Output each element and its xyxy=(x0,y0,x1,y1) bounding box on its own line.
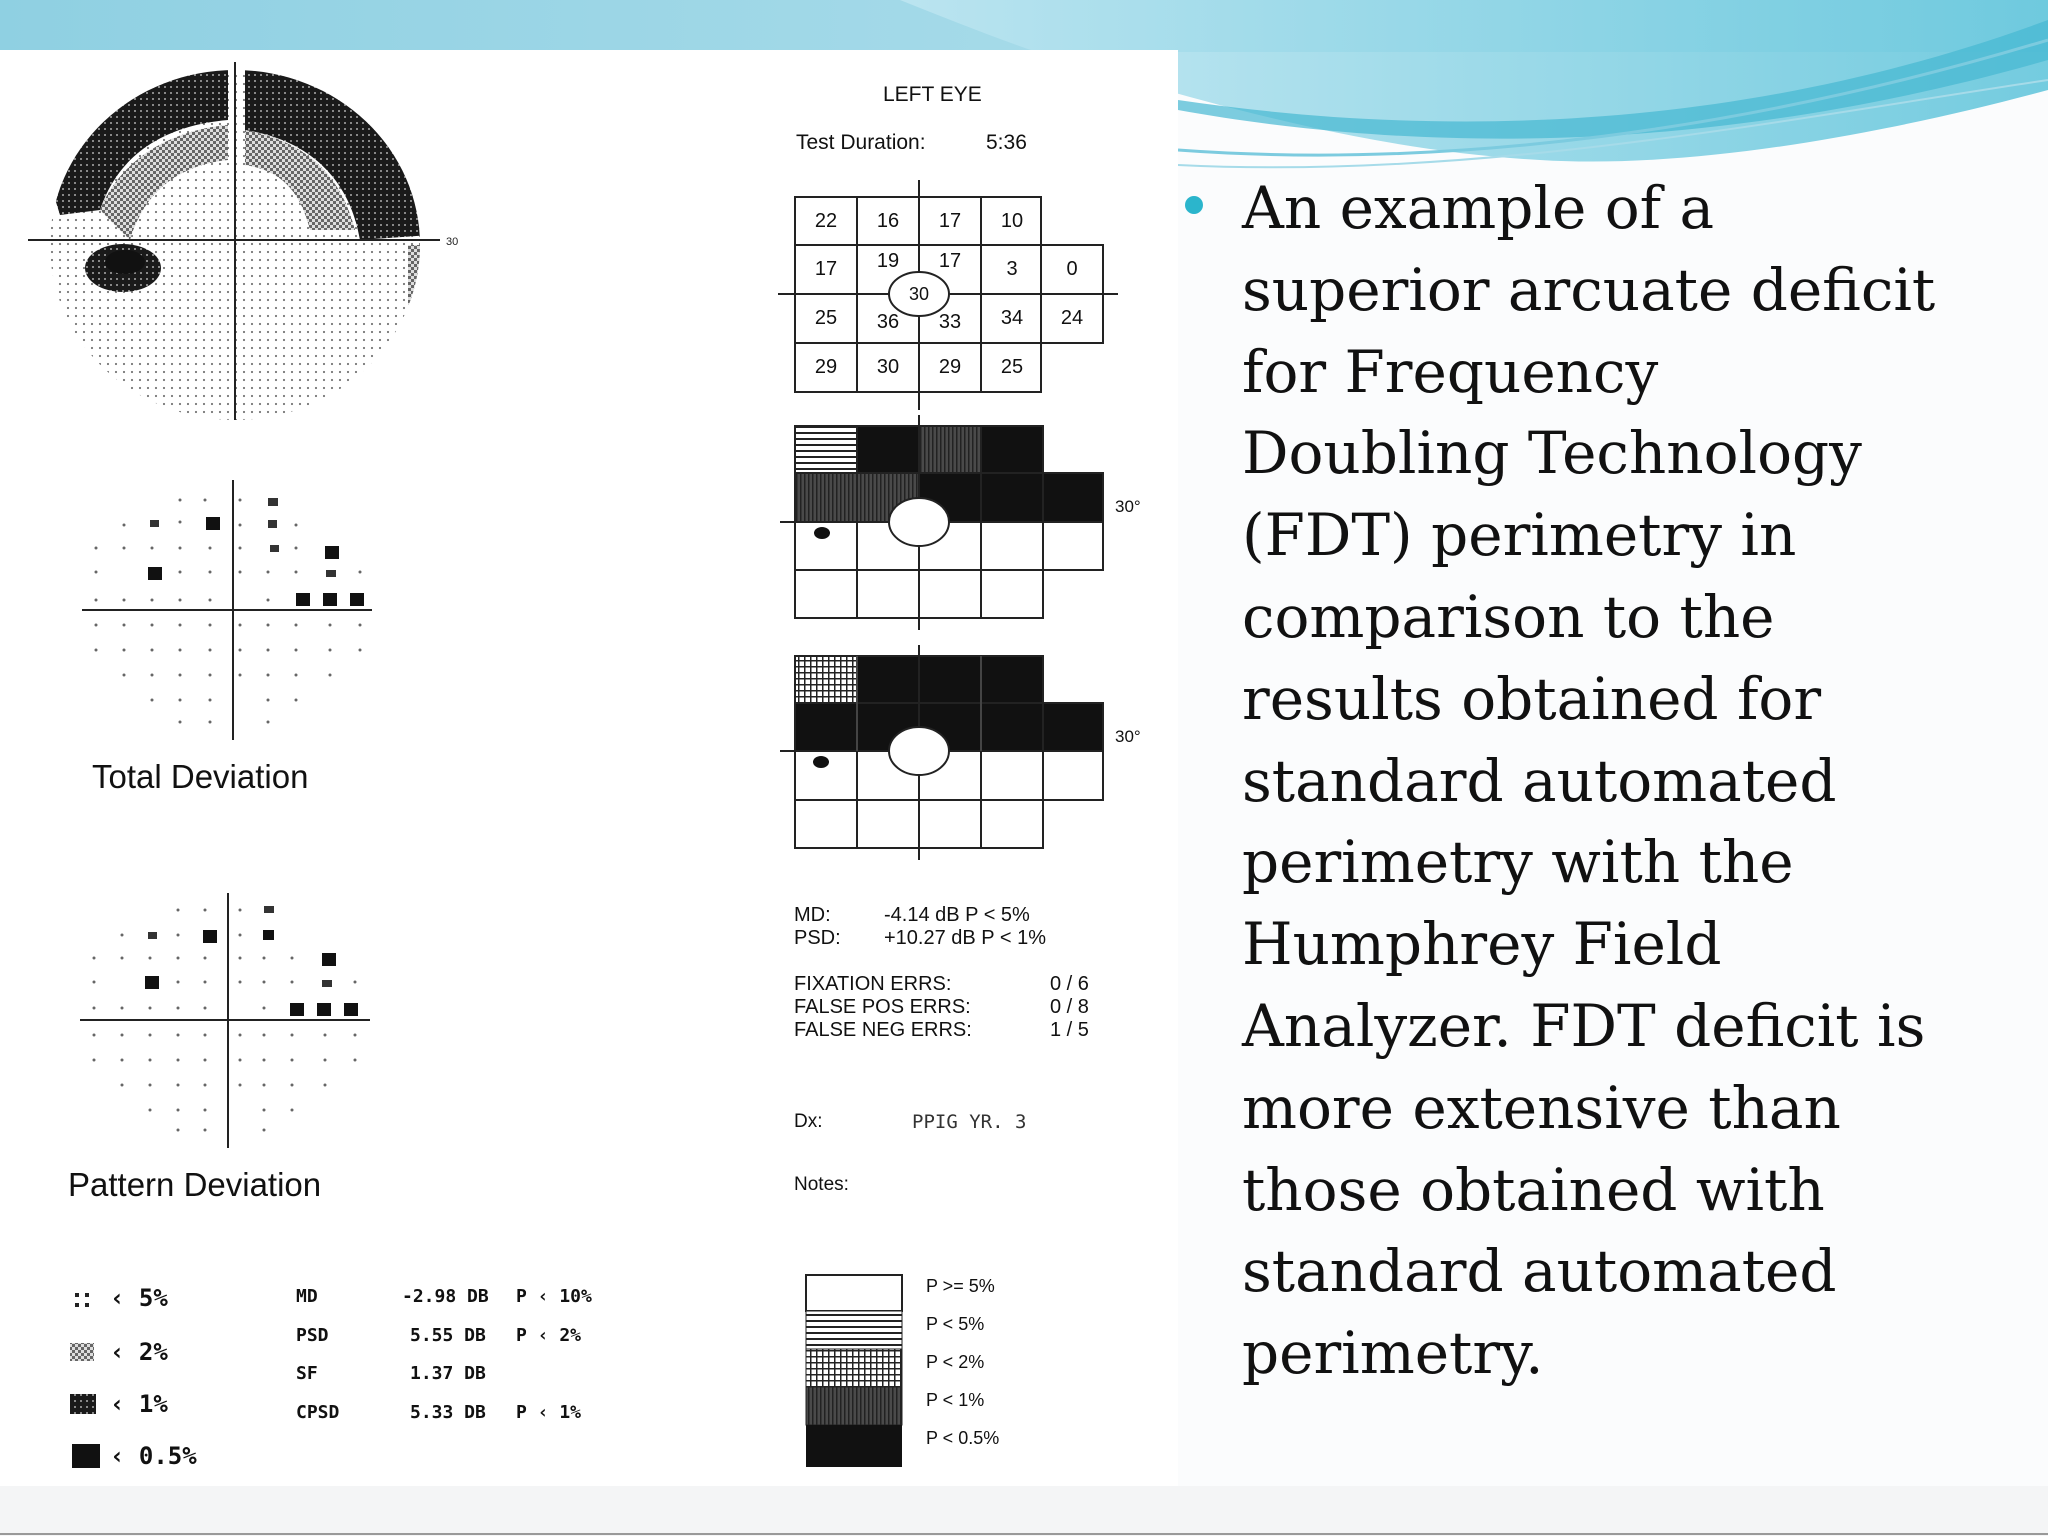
bullet-icon xyxy=(1185,196,1203,214)
fdt-threshold-value: 24 xyxy=(1060,306,1084,329)
total-deviation-label: Total Deviation xyxy=(92,758,309,795)
fdt-false-pos-value: 0 / 8 xyxy=(1050,996,1089,1018)
fdt-threshold-value: 17 xyxy=(938,249,962,272)
fdt-fixation-value: 0 / 6 xyxy=(1050,973,1089,995)
hfa-index-value: 5.33 DB xyxy=(410,1402,486,1423)
fdt-threshold-value: 22 xyxy=(814,209,838,232)
fdt-legend-label: P < 1% xyxy=(926,1390,985,1410)
fdt-threshold-value: 19 xyxy=(876,249,900,272)
fdt-test-duration-value: 5:36 xyxy=(986,131,1027,154)
fdt-legend-label: P < 5% xyxy=(926,1314,985,1334)
hfa-legend-label: ‹ 0.5% xyxy=(110,1442,197,1470)
fdt-center-value: 30 xyxy=(908,283,930,304)
fdt-probability-map-2 xyxy=(780,645,1103,860)
fdt-eye-label: LEFT EYE xyxy=(883,83,982,106)
hfa-index-name: SF xyxy=(296,1363,318,1384)
hfa-index-value: 5.55 DB xyxy=(410,1325,486,1346)
hfa-index-p: P ‹ 10% xyxy=(516,1286,592,1307)
hfa-index-p: P ‹ 1% xyxy=(516,1402,582,1423)
hfa-index-p: P ‹ 2% xyxy=(516,1325,582,1346)
hfa-index-name: MD xyxy=(296,1286,318,1307)
hfa-legend-label: ‹ 2% xyxy=(110,1338,168,1366)
fdt-dx-label: Dx: xyxy=(794,1111,823,1132)
fdt-threshold-value: 29 xyxy=(814,355,838,378)
fdt-legend-swatches xyxy=(806,1275,902,1467)
fdt-fixation-label: FIXATION ERRS: xyxy=(794,973,952,995)
fdt-degree-label: 30° xyxy=(1115,497,1141,516)
fdt-false-neg-label: FALSE NEG ERRS: xyxy=(794,1019,972,1041)
fdt-threshold-value: 10 xyxy=(1000,209,1024,232)
fdt-threshold-value: 17 xyxy=(938,209,962,232)
fdt-test-duration-label: Test Duration: xyxy=(796,131,926,154)
fdt-false-pos-label: FALSE POS ERRS: xyxy=(794,996,971,1018)
hfa-index-name: CPSD xyxy=(296,1402,340,1423)
fdt-legend-label: P >= 5% xyxy=(926,1276,995,1296)
fdt-threshold-value: 34 xyxy=(1000,306,1024,329)
fdt-threshold-value: 33 xyxy=(938,310,962,333)
fdt-threshold-value: 0 xyxy=(1066,257,1078,280)
fdt-threshold-value: 25 xyxy=(814,306,838,329)
fdt-degree-label: 30° xyxy=(1115,727,1141,746)
fdt-md-value: -4.14 dB P < 5% xyxy=(884,904,1030,926)
fdt-threshold-value: 16 xyxy=(876,209,900,232)
fdt-notes-label: Notes: xyxy=(794,1174,849,1195)
fdt-legend-label: P < 2% xyxy=(926,1352,985,1372)
fdt-dx-value: PPIG YR. 3 xyxy=(912,1111,1027,1133)
hfa-index-name: PSD xyxy=(296,1325,329,1346)
fdt-threshold-value: 25 xyxy=(1000,355,1024,378)
fdt-psd-label: PSD: xyxy=(794,927,841,949)
hfa-index-value: 1.37 DB xyxy=(410,1363,486,1384)
fdt-threshold-value: 30 xyxy=(876,355,900,378)
fdt-threshold-value: 3 xyxy=(1006,257,1018,280)
hfa-index-value: -2.98 DB xyxy=(402,1286,489,1307)
fdt-legend-label: P < 0.5% xyxy=(926,1428,1000,1448)
fdt-false-neg-value: 1 / 5 xyxy=(1050,1019,1089,1041)
fdt-psd-value: +10.27 dB P < 1% xyxy=(884,927,1046,949)
bullet-text: An example of a superior arcuate deficit for Frequency Doubling Technology (FDT) perimetry in comparison to the results obtained for standard automated perimetry with the Humphrey Field Analyzer. FDT deficit is more extensive than those obtained with standard automated perimetry. xyxy=(1242,174,1936,1388)
fdt-probability-map-1 xyxy=(780,415,1103,630)
pattern-deviation-label: Pattern Deviation xyxy=(68,1166,322,1203)
fdt-threshold-value: 36 xyxy=(876,310,900,333)
fdt-md-label: MD: xyxy=(794,904,831,926)
hfa-legend-label: ‹ 1% xyxy=(110,1390,168,1418)
fdt-threshold-value: 29 xyxy=(938,355,962,378)
grayscale-scale-label: 30 xyxy=(446,236,459,248)
hfa-legend-label: ‹ 5% xyxy=(110,1284,168,1312)
fdt-threshold-value: 17 xyxy=(814,257,838,280)
